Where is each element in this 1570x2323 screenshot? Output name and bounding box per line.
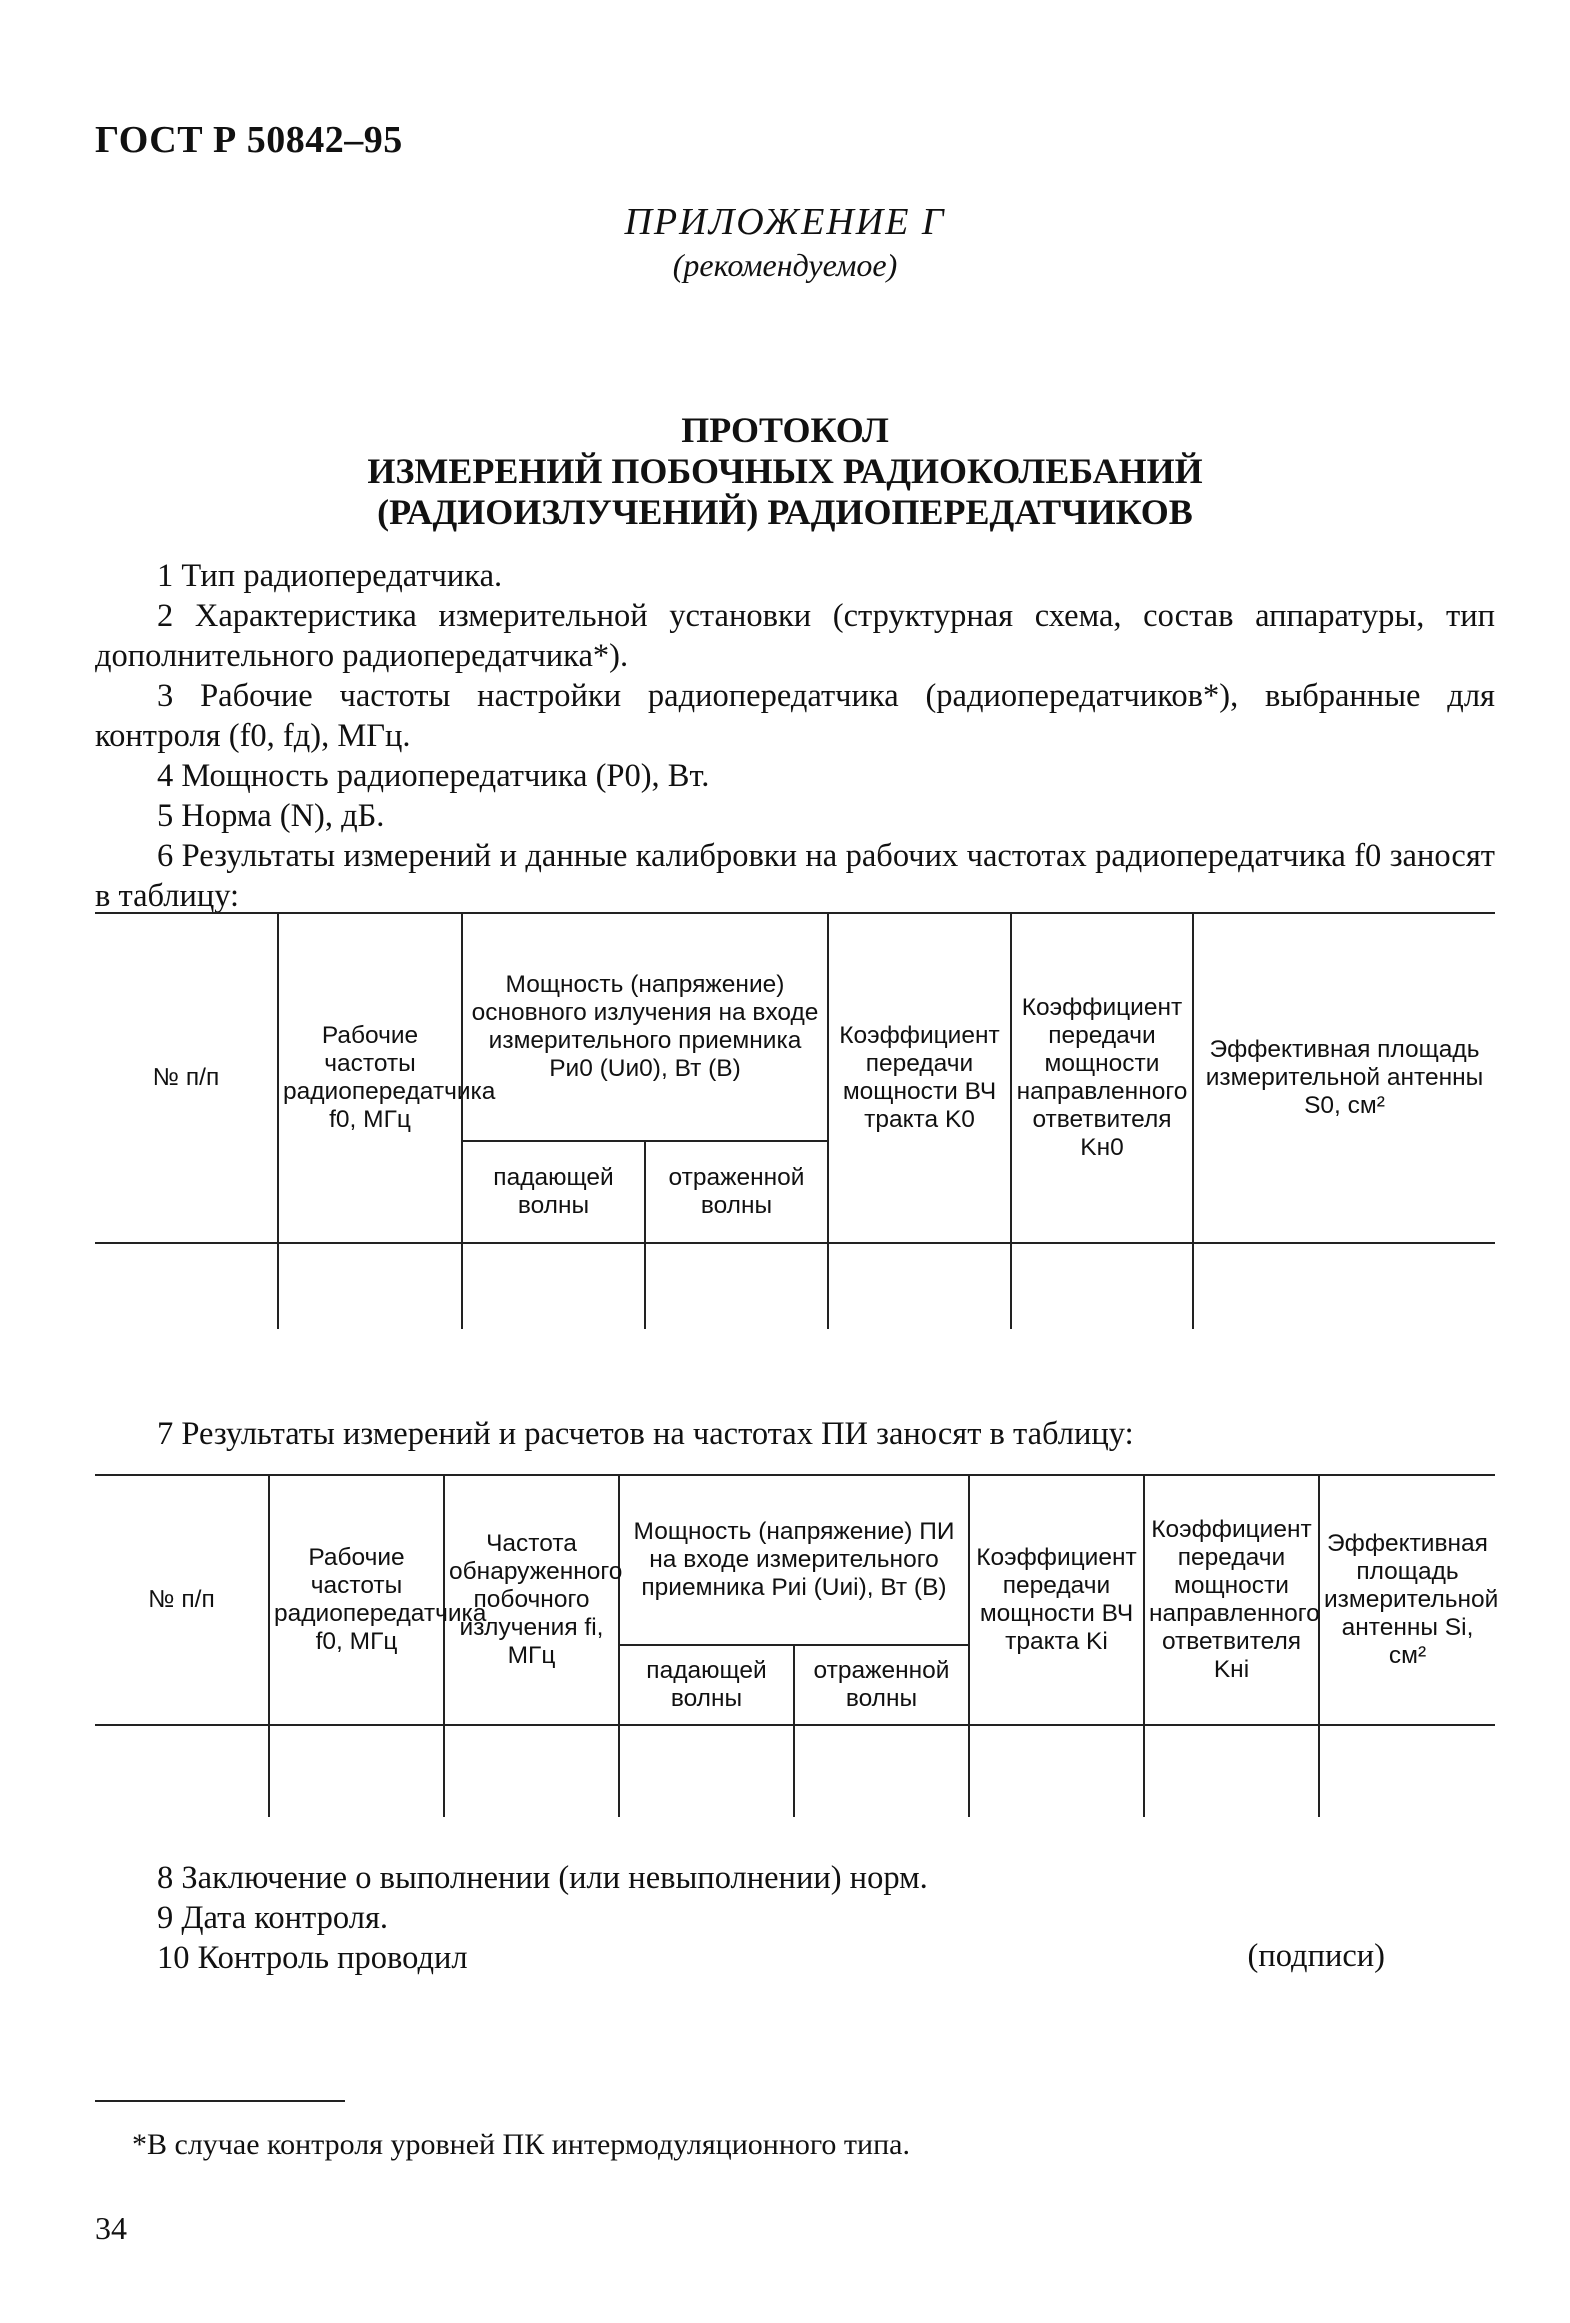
t2-empty-row (95, 1725, 1495, 1817)
t2-header-area: Эффективная площадь измерительной антенны Si, см² (1319, 1475, 1495, 1725)
document-code: ГОСТ Р 50842–95 (95, 119, 403, 161)
t2-cell (619, 1725, 794, 1817)
t1-cell (828, 1243, 1011, 1329)
item-8: 8 Заключение о выполнении (или невыполнении) норм. (157, 1860, 928, 1896)
page-number: 34 (95, 2210, 127, 2246)
protocol-title-line-1: ПРОТОКОЛ (681, 410, 889, 450)
footnote: *В случае контроля уровней ПК интермодуляционного типа. (132, 2128, 910, 2161)
t2-cell (794, 1725, 969, 1817)
t2-header-num: № п/п (95, 1475, 269, 1725)
appendix-label: ПРИЛОЖЕНИЕ Г (624, 201, 946, 243)
t2-cell (444, 1725, 619, 1817)
t1-header-num: № п/п (95, 913, 278, 1243)
t1-cell (645, 1243, 828, 1329)
item-7: 7 Результаты измерений и расчетов на частотах ПИ заносят в таблицу: (157, 1416, 1134, 1452)
t1-header-power: Мощность (напряжение) основного излучения на входе измерительного приемника Pи0 (Uи0), Вт (В) (462, 913, 828, 1141)
item-1: 1 Тип радиопередатчика. (157, 558, 503, 594)
item-6: 6 Результаты измерений и данные калибровки на рабочих частотах радиопередатчика f0 заносят в таблицу: (95, 838, 1495, 914)
t2-header-power: Мощность (напряжение) ПИ на входе измерительного приемника Pиi (Uиi), Вт (В) (619, 1475, 969, 1645)
t1-cell (95, 1243, 278, 1329)
item-3: 3 Рабочие частоты настройки радиопередатчика (радиопередатчиков*), выбранные для контроля (f0, fд), МГц. (95, 678, 1495, 754)
t2-header-freq: Рабочие частоты радиопередатчика f0, МГц (269, 1475, 444, 1725)
calibration-table (95, 912, 1495, 1329)
results-table (95, 1474, 1499, 1817)
t2-header-kni: Коэффициент передачи мощности направленного ответвителя Kнi (1144, 1475, 1319, 1725)
t1-header-kn0: Коэффициент передачи мощности направленного ответвителя Kн0 (1011, 913, 1193, 1243)
t2-cell (1144, 1725, 1319, 1817)
t1-cell (278, 1243, 462, 1329)
t2-cell (1319, 1725, 1495, 1817)
t1-header-freq: Рабочие частоты радиопередатчика f0, МГц (278, 913, 462, 1243)
t1-header-power-incident: падающей волны (462, 1141, 645, 1243)
appendix-kind: (рекомендуемое) (672, 247, 898, 283)
t2-header-power-reflected: отраженной волны (794, 1645, 969, 1725)
t2-header-fi: Частота обнаруженного побочного излучения fi, МГц (444, 1475, 619, 1725)
protocol-items (95, 556, 1495, 916)
t2-header-power-incident: падающей волны (619, 1645, 794, 1725)
footnote-rule (95, 2100, 345, 2102)
item-4: 4 Мощность радиопередатчика (P0), Вт. (157, 758, 710, 794)
signatures-label: (подписи) (1247, 1938, 1385, 1974)
t2-cell (269, 1725, 444, 1817)
item-9: 9 Дата контроля. (157, 1900, 389, 1936)
t1-header-power-reflected: отраженной волны (645, 1141, 828, 1243)
item-5: 5 Норма (N), дБ. (157, 798, 385, 834)
t2-cell (95, 1725, 269, 1817)
protocol-title-line-2: ИЗМЕРЕНИЙ ПОБОЧНЫХ РАДИОКОЛЕБАНИЙ (367, 451, 1203, 491)
protocol-title-line-3: (РАДИОИЗЛУЧЕНИЙ) РАДИОПЕРЕДАТЧИКОВ (377, 492, 1193, 532)
t1-empty-row (95, 1243, 1495, 1329)
t1-cell (462, 1243, 645, 1329)
item-2: 2 Характеристика измерительной установки (структурная схема, состав аппаратуры, тип дополнительного радиопередатчика*). (95, 598, 1495, 674)
t2-header-ki: Коэффициент передачи мощности ВЧ тракта Ki (969, 1475, 1144, 1725)
item-10: 10 Контроль проводил (157, 1940, 468, 1976)
t1-header-k0: Коэффициент передачи мощности ВЧ тракта K0 (828, 913, 1011, 1243)
t1-header-area: Эффективная площадь измерительной антенны S0, см² (1193, 913, 1495, 1243)
t1-cell (1193, 1243, 1495, 1329)
t2-cell (969, 1725, 1144, 1817)
t1-cell (1011, 1243, 1193, 1329)
